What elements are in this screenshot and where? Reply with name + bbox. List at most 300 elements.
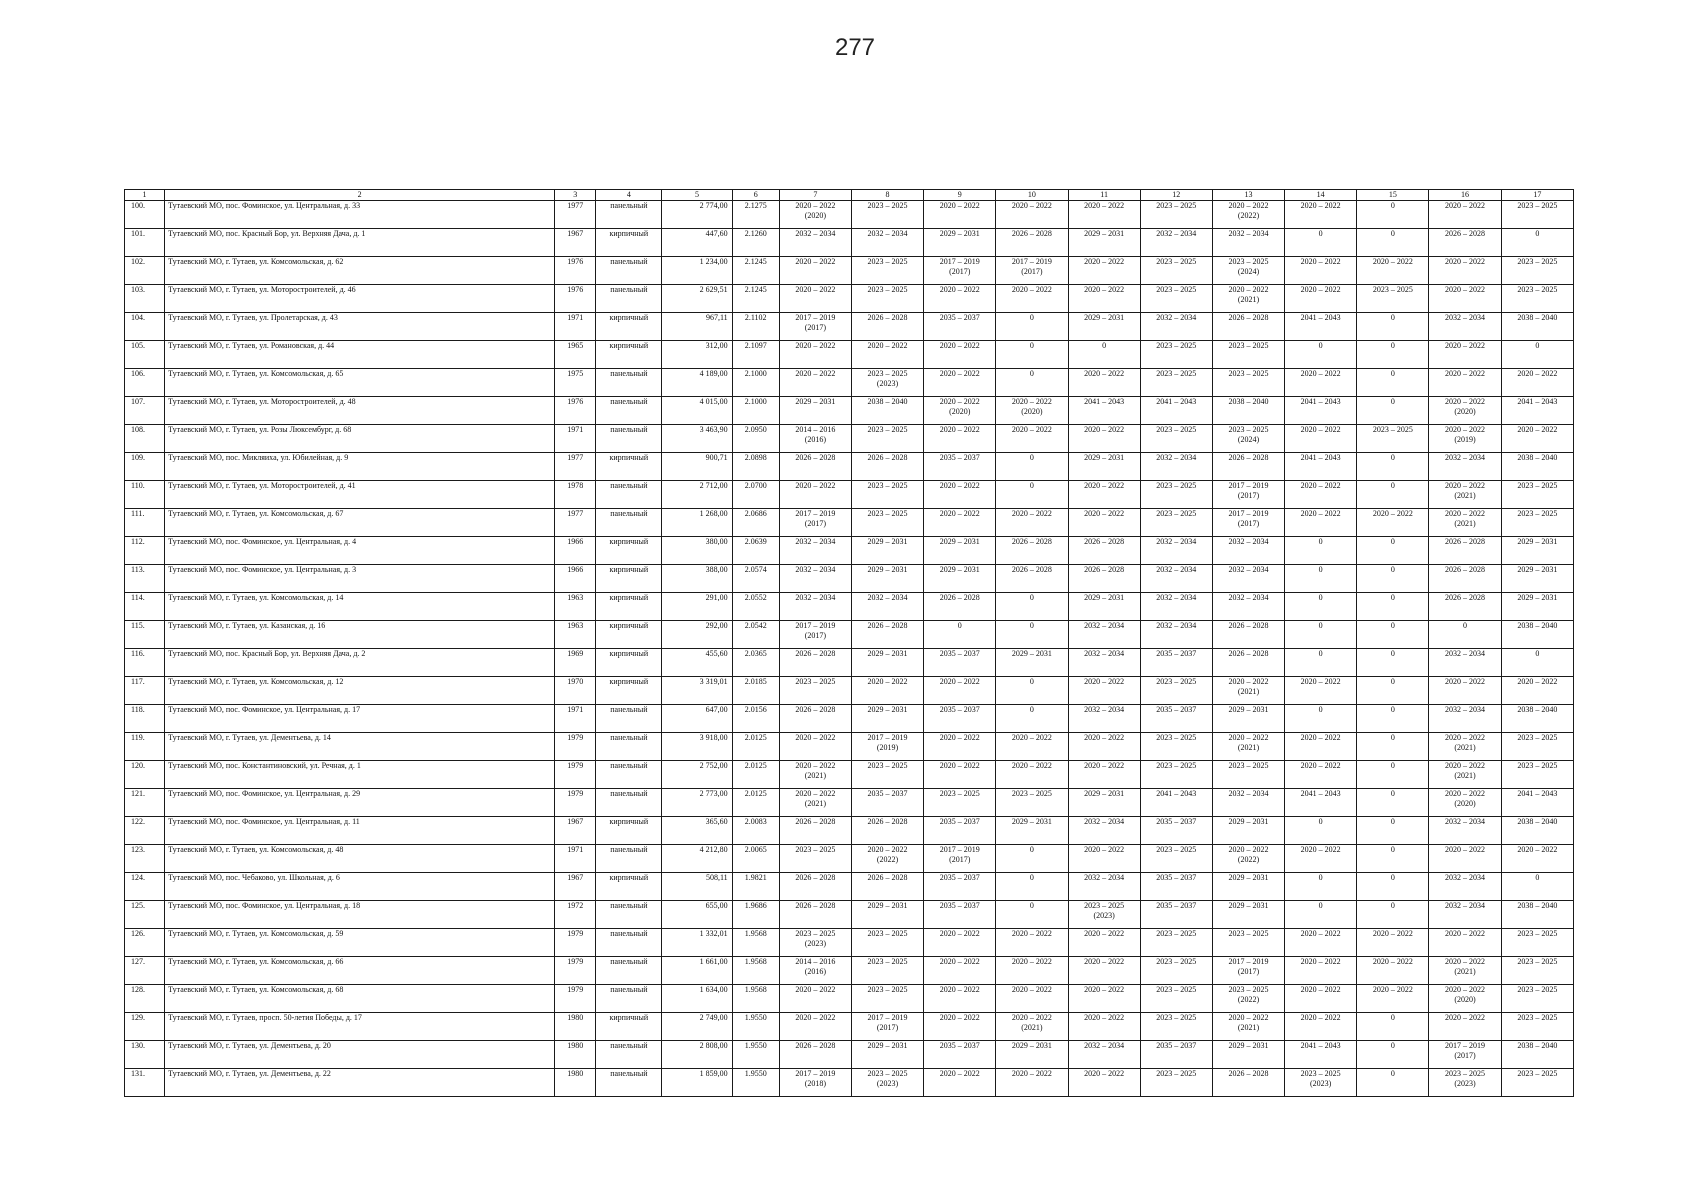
schedule-cell <box>1140 621 1212 649</box>
period-text: 0 <box>1390 1041 1395 1050</box>
year-cell: 1980 <box>555 1041 596 1069</box>
schedule-cell <box>1068 1041 1140 1069</box>
schedule-cell <box>1285 509 1357 537</box>
period-text: 2017 – 2019 <box>795 1069 836 1078</box>
schedule-cell <box>1357 593 1429 621</box>
priority-score-cell: 2.0125 <box>732 733 779 761</box>
period-text: 2023 – 2025 <box>1156 369 1197 378</box>
schedule-cell <box>1140 761 1212 789</box>
period-text: 2020 – 2022 <box>1300 425 1341 434</box>
schedule-cell <box>1429 901 1501 929</box>
area-cell: 4 015,00 <box>662 397 732 425</box>
year-cell: 1977 <box>555 509 596 537</box>
period-text: 2023 – 2025 <box>1156 733 1197 742</box>
schedule-cell <box>1140 257 1212 285</box>
table-row <box>125 1041 1574 1069</box>
period-text: 2020 – 2022 <box>1445 285 1486 294</box>
schedule-cell <box>996 1013 1068 1041</box>
period-text: 2020 – 2022 <box>795 369 836 378</box>
period-text: 2020 – 2022 <box>1011 201 1052 210</box>
schedule-cell <box>1501 565 1573 593</box>
schedule-cell <box>1357 677 1429 705</box>
column-number: 2 <box>165 190 555 201</box>
period-text: 2026 – 2028 <box>795 873 836 882</box>
period-text: 0 <box>1390 733 1395 742</box>
period-text: 2020 – 2022 <box>795 481 836 490</box>
address-cell: Тутаевский МО, г. Тутаев, ул. Пролетарская, д. 43 <box>165 313 555 341</box>
period-text: 2029 – 2031 <box>939 565 980 574</box>
priority-score-cell: 1.9550 <box>732 1013 779 1041</box>
period-text: 2026 – 2028 <box>1011 537 1052 546</box>
period-text: 2020 – 2022 <box>1372 257 1413 266</box>
schedule-cell <box>1501 397 1573 425</box>
schedule-cell <box>1357 845 1429 873</box>
column-number: 4 <box>596 190 662 201</box>
schedule-cell <box>1212 1013 1284 1041</box>
schedule-cell <box>1068 341 1140 369</box>
period-text: 2035 – 2037 <box>1156 1041 1197 1050</box>
period-text: 0 <box>1029 481 1034 490</box>
period-text: 2020 – 2022 <box>795 761 836 770</box>
row-index: 111. <box>125 509 165 537</box>
actual-year-text: (2022) <box>876 855 899 864</box>
address-cell: Тутаевский МО, г. Тутаев, ул. Розы Люксембург, д. 68 <box>165 425 555 453</box>
actual-year-text: (2017) <box>804 323 827 332</box>
schedule-cell <box>1140 201 1212 229</box>
schedule-cell <box>1140 873 1212 901</box>
period-text: 0 <box>1390 649 1395 658</box>
schedule-cell <box>1068 901 1140 929</box>
period-text: 0 <box>957 621 962 630</box>
schedule-cell <box>1212 593 1284 621</box>
period-text: 2032 – 2034 <box>1228 565 1269 574</box>
table-row <box>125 817 1574 845</box>
schedule-cell <box>1429 593 1501 621</box>
period-text: 2020 – 2022 <box>1228 285 1269 294</box>
schedule-cell <box>1212 985 1284 1013</box>
period-text: 2020 – 2022 <box>1084 257 1125 266</box>
schedule-cell <box>851 649 923 677</box>
period-text: 2023 – 2025 <box>1300 1069 1341 1078</box>
period-text: 2020 – 2022 <box>867 341 908 350</box>
row-index: 120. <box>125 761 165 789</box>
schedule-cell <box>996 537 1068 565</box>
period-text: 2023 – 2025 <box>867 285 908 294</box>
schedule-cell <box>1212 1041 1284 1069</box>
schedule-cell <box>1429 453 1501 481</box>
period-text: 2020 – 2022 <box>1228 733 1269 742</box>
period-text: 2041 – 2043 <box>1300 453 1341 462</box>
schedule-cell <box>1068 705 1140 733</box>
schedule-cell <box>779 341 851 369</box>
schedule-cell <box>1068 369 1140 397</box>
period-text: 0 <box>1029 341 1034 350</box>
schedule-cell <box>1285 565 1357 593</box>
period-text: 0 <box>1390 453 1395 462</box>
period-text: 0 <box>1318 649 1323 658</box>
actual-year-text: (2020) <box>1454 995 1476 1004</box>
schedule-cell <box>851 397 923 425</box>
actual-year-text: (2017) <box>1237 491 1260 500</box>
period-text: 2032 – 2034 <box>1445 453 1486 462</box>
column-number: 13 <box>1212 190 1284 201</box>
actual-year-text: (2023) <box>804 939 827 948</box>
schedule-cell <box>851 1013 923 1041</box>
period-text: 2041 – 2043 <box>1300 397 1341 406</box>
address-cell: Тутаевский МО, пос. Фоминское, ул. Центральная, д. 18 <box>165 901 555 929</box>
period-text: 2032 – 2034 <box>1156 313 1197 322</box>
period-text: 2020 – 2022 <box>1228 677 1269 686</box>
schedule-cell <box>1068 201 1140 229</box>
schedule-cell <box>1357 985 1429 1013</box>
period-text: 2023 – 2025 <box>1372 285 1413 294</box>
period-text: 2020 – 2022 <box>795 201 836 210</box>
period-text: 2023 – 2025 <box>867 481 908 490</box>
period-text: 2023 – 2025 <box>1156 1069 1197 1078</box>
schedule-cell <box>1140 705 1212 733</box>
schedule-cell <box>779 985 851 1013</box>
period-text: 2032 – 2034 <box>1445 873 1486 882</box>
row-index: 124. <box>125 873 165 901</box>
period-text: 2032 – 2034 <box>1445 901 1486 910</box>
schedule-cell <box>1068 565 1140 593</box>
schedule-cell <box>1140 285 1212 313</box>
year-cell: 1971 <box>555 313 596 341</box>
schedule-cell <box>1429 1013 1501 1041</box>
column-number: 7 <box>779 190 851 201</box>
wall-material-cell: панельный <box>596 509 662 537</box>
year-cell: 1980 <box>555 1069 596 1097</box>
period-text: 0 <box>1390 761 1395 770</box>
schedule-cell <box>1068 257 1140 285</box>
period-text: 2035 – 2037 <box>939 453 980 462</box>
schedule-cell <box>1285 453 1357 481</box>
schedule-cell <box>1429 733 1501 761</box>
schedule-cell <box>996 677 1068 705</box>
schedule-cell <box>996 229 1068 257</box>
period-text: 2026 – 2028 <box>867 873 908 882</box>
schedule-cell <box>1285 845 1357 873</box>
schedule-cell <box>1429 201 1501 229</box>
period-text: 0 <box>1318 537 1323 546</box>
schedule-cell <box>851 201 923 229</box>
schedule-cell <box>996 257 1068 285</box>
schedule-cell <box>924 481 996 509</box>
period-text: 2020 – 2022 <box>795 341 836 350</box>
period-text: 2026 – 2028 <box>1084 537 1125 546</box>
period-text: 2026 – 2028 <box>795 649 836 658</box>
schedule-cell <box>1285 789 1357 817</box>
period-text: 2029 – 2031 <box>1011 649 1052 658</box>
schedule-cell <box>1212 845 1284 873</box>
priority-score-cell: 1.9686 <box>732 901 779 929</box>
schedule-cell <box>924 453 996 481</box>
schedule-cell <box>1068 509 1140 537</box>
period-text: 2032 – 2034 <box>1156 593 1197 602</box>
period-text: 2020 – 2022 <box>1300 677 1341 686</box>
schedule-cell <box>1068 1013 1140 1041</box>
schedule-cell <box>1501 369 1573 397</box>
period-text: 0 <box>1318 873 1323 882</box>
schedule-cell <box>1212 705 1284 733</box>
period-text: 2032 – 2034 <box>1156 537 1197 546</box>
row-index: 128. <box>125 985 165 1013</box>
schedule-cell <box>924 817 996 845</box>
row-index: 112. <box>125 537 165 565</box>
period-text: 2032 – 2034 <box>1445 313 1486 322</box>
schedule-cell <box>779 761 851 789</box>
priority-score-cell: 1.9568 <box>732 957 779 985</box>
schedule-cell <box>779 229 851 257</box>
period-text: 2026 – 2028 <box>1228 1069 1269 1078</box>
schedule-cell <box>1212 201 1284 229</box>
period-text: 2020 – 2022 <box>867 845 908 854</box>
period-text: 2038 – 2040 <box>1517 453 1558 462</box>
address-cell: Тутаевский МО, г. Тутаев, ул. Моторостроителей, д. 41 <box>165 481 555 509</box>
area-cell: 388,00 <box>662 565 732 593</box>
priority-score-cell: 2.0686 <box>732 509 779 537</box>
period-text: 2020 – 2022 <box>1084 509 1125 518</box>
schedule-cell <box>851 901 923 929</box>
actual-year-text: (2018) <box>804 1079 827 1088</box>
area-cell: 1 634,00 <box>662 985 732 1013</box>
area-cell: 1 234,00 <box>662 257 732 285</box>
schedule-cell <box>924 873 996 901</box>
schedule-cell <box>1285 901 1357 929</box>
area-cell: 1 859,00 <box>662 1069 732 1097</box>
schedule-cell <box>1501 761 1573 789</box>
period-text: 2023 – 2025 <box>1228 369 1269 378</box>
period-text: 2029 – 2031 <box>867 901 908 910</box>
schedule-cell <box>924 565 996 593</box>
period-text: 2020 – 2022 <box>1084 1069 1125 1078</box>
period-text: 2023 – 2025 <box>1156 957 1197 966</box>
column-number: 5 <box>662 190 732 201</box>
period-text: 2026 – 2028 <box>867 621 908 630</box>
schedule-cell <box>779 845 851 873</box>
period-text: 2038 – 2040 <box>1517 705 1558 714</box>
period-text: 2020 – 2022 <box>1011 425 1052 434</box>
schedule-cell <box>851 229 923 257</box>
period-text: 2035 – 2037 <box>1156 649 1197 658</box>
wall-material-cell: кирпичный <box>596 565 662 593</box>
period-text: 2023 – 2025 <box>1156 677 1197 686</box>
table-row <box>125 1013 1574 1041</box>
period-text: 2020 – 2022 <box>1011 1069 1052 1078</box>
schedule-cell <box>1357 1013 1429 1041</box>
period-text: 2038 – 2040 <box>867 397 908 406</box>
period-text: 2023 – 2025 <box>1084 901 1125 910</box>
row-index: 107. <box>125 397 165 425</box>
schedule-cell <box>1212 425 1284 453</box>
schedule-cell <box>996 817 1068 845</box>
wall-material-cell: панельный <box>596 1069 662 1097</box>
schedule-cell <box>779 593 851 621</box>
wall-material-cell: панельный <box>596 705 662 733</box>
schedule-cell <box>779 453 851 481</box>
schedule-cell <box>924 285 996 313</box>
year-cell: 1963 <box>555 621 596 649</box>
schedule-cell <box>1501 929 1573 957</box>
period-text: 2023 – 2025 <box>1517 1069 1558 1078</box>
schedule-cell <box>1140 565 1212 593</box>
period-text: 2032 – 2034 <box>795 537 836 546</box>
area-cell: 2 752,00 <box>662 761 732 789</box>
schedule-cell <box>1140 649 1212 677</box>
period-text: 2023 – 2025 <box>867 957 908 966</box>
schedule-cell <box>996 481 1068 509</box>
period-text: 2026 – 2028 <box>1011 229 1052 238</box>
schedule-cell <box>1429 929 1501 957</box>
period-text: 0 <box>1318 229 1323 238</box>
period-text: 2029 – 2031 <box>1228 901 1269 910</box>
period-text: 2035 – 2037 <box>1156 873 1197 882</box>
period-text: 2020 – 2022 <box>1084 481 1125 490</box>
period-text: 2029 – 2031 <box>1084 789 1125 798</box>
period-text: 2020 – 2022 <box>1300 985 1341 994</box>
period-text: 2020 – 2022 <box>795 257 836 266</box>
actual-year-text: (2022) <box>1237 855 1260 864</box>
schedule-cell <box>779 901 851 929</box>
schedule-cell <box>779 201 851 229</box>
schedule-cell <box>779 369 851 397</box>
actual-year-text: (2016) <box>804 435 827 444</box>
period-text: 2026 – 2028 <box>1445 537 1486 546</box>
schedule-cell <box>1285 201 1357 229</box>
period-text: 2020 – 2022 <box>1084 845 1125 854</box>
year-cell: 1972 <box>555 901 596 929</box>
schedule-cell <box>1501 201 1573 229</box>
schedule-cell <box>924 621 996 649</box>
period-text: 2023 – 2025 <box>867 369 908 378</box>
schedule-cell <box>1140 369 1212 397</box>
period-text: 2041 – 2043 <box>1517 397 1558 406</box>
schedule-cell <box>779 817 851 845</box>
schedule-cell <box>779 1041 851 1069</box>
period-text: 2023 – 2025 <box>1517 257 1558 266</box>
wall-material-cell: кирпичный <box>596 537 662 565</box>
period-text: 2026 – 2028 <box>795 817 836 826</box>
schedule-cell <box>1068 873 1140 901</box>
table-row <box>125 593 1574 621</box>
schedule-cell <box>1501 537 1573 565</box>
period-text: 2023 – 2025 <box>795 845 836 854</box>
actual-year-text: (2019) <box>1454 435 1476 444</box>
schedule-cell <box>1285 929 1357 957</box>
period-text: 2029 – 2031 <box>867 705 908 714</box>
actual-year-text: (2016) <box>804 967 827 976</box>
table-row <box>125 705 1574 733</box>
period-text: 0 <box>1029 593 1034 602</box>
wall-material-cell: панельный <box>596 901 662 929</box>
period-text: 2017 – 2019 <box>1228 957 1269 966</box>
period-text: 2038 – 2040 <box>1517 1041 1558 1050</box>
period-text: 2035 – 2037 <box>939 705 980 714</box>
actual-year-text: (2021) <box>1454 743 1476 752</box>
period-text: 2020 – 2022 <box>1084 957 1125 966</box>
row-index: 110. <box>125 481 165 509</box>
area-cell: 3 463,90 <box>662 425 732 453</box>
schedule-cell <box>1357 649 1429 677</box>
period-text: 2029 – 2031 <box>1084 593 1125 602</box>
period-text: 2032 – 2034 <box>867 593 908 602</box>
period-text: 2020 – 2022 <box>1011 285 1052 294</box>
area-cell: 2 773,00 <box>662 789 732 817</box>
area-cell: 1 661,00 <box>662 957 732 985</box>
period-text: 2017 – 2019 <box>867 733 908 742</box>
period-text: 2023 – 2025 <box>1517 957 1558 966</box>
schedule-cell <box>996 733 1068 761</box>
table-row <box>125 537 1574 565</box>
schedule-cell <box>996 425 1068 453</box>
schedule-cell <box>1429 705 1501 733</box>
wall-material-cell: кирпичный <box>596 593 662 621</box>
period-text: 2020 – 2022 <box>1228 845 1269 854</box>
schedule-cell <box>1140 313 1212 341</box>
period-text: 2032 – 2034 <box>1445 649 1486 658</box>
period-text: 2020 – 2022 <box>939 1013 980 1022</box>
priority-score-cell: 2.0083 <box>732 817 779 845</box>
actual-year-text: (2023) <box>1454 1079 1476 1088</box>
schedule-cell <box>1429 537 1501 565</box>
period-text: 0 <box>1029 845 1034 854</box>
period-text: 2038 – 2040 <box>1517 621 1558 630</box>
schedule-cell <box>1501 817 1573 845</box>
period-text: 2020 – 2022 <box>1445 201 1486 210</box>
period-text: 2023 – 2025 <box>1156 985 1197 994</box>
table-row <box>125 369 1574 397</box>
table-row <box>125 313 1574 341</box>
schedule-cell <box>851 817 923 845</box>
period-text: 2020 – 2022 <box>1445 789 1486 798</box>
schedule-cell <box>924 369 996 397</box>
period-text: 2017 – 2019 <box>1228 509 1269 518</box>
priority-score-cell: 1.9568 <box>732 929 779 957</box>
table-row <box>125 761 1574 789</box>
schedule-cell <box>1068 845 1140 873</box>
schedule-cell <box>1285 537 1357 565</box>
wall-material-cell: панельный <box>596 481 662 509</box>
period-text: 2035 – 2037 <box>1156 705 1197 714</box>
schedule-cell <box>1357 537 1429 565</box>
period-text: 2029 – 2031 <box>1228 1041 1269 1050</box>
column-number: 16 <box>1429 190 1501 201</box>
period-text: 2020 – 2022 <box>1372 509 1413 518</box>
schedule-cell <box>924 985 996 1013</box>
period-text: 2032 – 2034 <box>1156 621 1197 630</box>
schedule-cell <box>1212 229 1284 257</box>
period-text: 0 <box>1390 1069 1395 1078</box>
period-text: 2023 – 2025 <box>1156 201 1197 210</box>
year-cell: 1976 <box>555 397 596 425</box>
period-text: 2023 – 2025 <box>1517 929 1558 938</box>
schedule-cell <box>1285 1069 1357 1097</box>
period-text: 2029 – 2031 <box>867 649 908 658</box>
period-text: 2020 – 2022 <box>1084 761 1125 770</box>
period-text: 2020 – 2022 <box>939 985 980 994</box>
period-text: 2020 – 2022 <box>1445 257 1486 266</box>
schedule-cell <box>1501 901 1573 929</box>
schedule-cell <box>1285 985 1357 1013</box>
table-body <box>125 190 1574 1097</box>
table-row <box>125 341 1574 369</box>
row-index: 125. <box>125 901 165 929</box>
schedule-cell <box>1140 229 1212 257</box>
year-cell: 1965 <box>555 341 596 369</box>
schedule-cell <box>1285 229 1357 257</box>
schedule-cell <box>1212 789 1284 817</box>
column-number: 1 <box>125 190 165 201</box>
